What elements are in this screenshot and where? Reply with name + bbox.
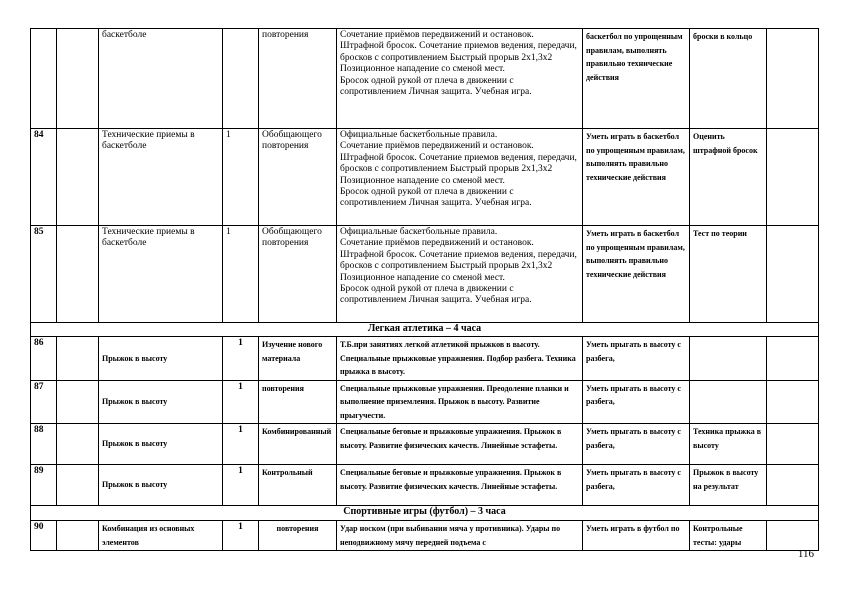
lesson-control: броски в кольцо [690, 29, 767, 129]
notes-cell [767, 337, 819, 381]
lesson-control: Техника прыжка в высоту [690, 424, 767, 465]
lesson-topic: Технические приемы в баскетболе [99, 226, 223, 323]
lesson-type: повторения [259, 521, 337, 551]
table-row [31, 337, 819, 381]
notes-cell [767, 521, 819, 551]
lesson-hours: 1 [223, 521, 259, 551]
lesson-requirements: Уметь играть в баскетбол по упрощенным правилам, выполнять правильно технические действия [583, 129, 690, 226]
lesson-requirements: баскетбол по упрощенным правилам, выполнять правильно технические действия [583, 29, 690, 129]
table-row [31, 465, 819, 506]
date-cell [57, 29, 99, 129]
lesson-hours: 1 [223, 380, 259, 424]
lesson-requirements: Уметь прыгать в высоту с разбега, [583, 424, 690, 465]
lesson-content: Сочетание приёмов передвижений и остановок. Штрафной бросок. Сочетание приемов ведения, передачи, бросков с сопротивлением Быстрый прорыв 2х1,3х2 Позиционное нападение со сменой мест. Бросок одной рукой от плеча в движении с сопротивлением Личная защита. Учебная игра. [337, 29, 583, 129]
lesson-number [31, 29, 57, 129]
lesson-requirements: Уметь прыгать в высоту с разбега, [583, 465, 690, 506]
table-row [31, 129, 819, 226]
lesson-number: 85 [31, 226, 57, 323]
lesson-number: 89 [31, 465, 57, 506]
lesson-hours: 1 [223, 226, 259, 323]
lesson-topic: Прыжок в высоту [99, 424, 223, 465]
lesson-type: повторения [259, 29, 337, 129]
lesson-control: Тест по теории [690, 226, 767, 323]
table-row [31, 521, 819, 551]
notes-cell [767, 380, 819, 424]
table-row [31, 424, 819, 465]
section-header-football [31, 506, 819, 521]
lesson-control [690, 380, 767, 424]
lesson-topic: баскетболе [99, 29, 223, 129]
lesson-control [690, 337, 767, 381]
lesson-requirements: Уметь прыгать в высоту с разбега, [583, 380, 690, 424]
lesson-content: Специальные прыжковые упражнения. Преодоление планки и выполнение приземления. Прыжок в высоту. Развитие прыгучести. [337, 380, 583, 424]
notes-cell [767, 424, 819, 465]
lesson-number: 84 [31, 129, 57, 226]
date-cell [57, 337, 99, 381]
lesson-number: 90 [31, 521, 57, 551]
date-cell [57, 424, 99, 465]
lesson-topic: Прыжок в высоту [99, 465, 223, 506]
lesson-topic: Прыжок в высоту [99, 337, 223, 381]
lesson-control: Оценить штрафной бросок [690, 129, 767, 226]
lesson-hours: 1 [223, 424, 259, 465]
notes-cell [767, 465, 819, 506]
date-cell [57, 521, 99, 551]
table-row [31, 226, 819, 323]
section-title: Спортивные игры (футбол) – 3 часа [31, 506, 819, 521]
notes-cell [767, 129, 819, 226]
lesson-hours: 1 [223, 129, 259, 226]
lesson-hours: 1 [223, 465, 259, 506]
section-header-athletics [31, 323, 819, 337]
lesson-number: 86 [31, 337, 57, 381]
lesson-control: Контрольные тесты: удары [690, 521, 767, 551]
page-number: 116 [797, 548, 814, 560]
lesson-topic: Прыжок в высоту [99, 380, 223, 424]
lesson-number: 87 [31, 380, 57, 424]
lesson-content: Специальные беговые и прыжковые упражнения. Прыжок в высоту. Развитие физических качеств. Линейные эстафеты. [337, 465, 583, 506]
notes-cell [767, 29, 819, 129]
lesson-requirements: Уметь играть в баскетбол по упрощенным правилам, выполнять правильно технические действия [583, 226, 690, 323]
lesson-requirements: Уметь прыгать в высоту с разбега, [583, 337, 690, 381]
lesson-topic: Технические приемы в баскетболе [99, 129, 223, 226]
lesson-topic: Комбинация из основных элементов [99, 521, 223, 551]
notes-cell [767, 226, 819, 323]
date-cell [57, 380, 99, 424]
lesson-type: Контрольный [259, 465, 337, 506]
lesson-hours [223, 29, 259, 129]
lesson-type: Обобщающего повторения [259, 226, 337, 323]
lesson-control: Прыжок в высоту на результат [690, 465, 767, 506]
section-title: Легкая атлетика – 4 часа [31, 323, 819, 337]
lesson-type: Обобщающего повторения [259, 129, 337, 226]
lesson-content: Специальные беговые и прыжковые упражнения. Прыжок в высоту. Развитие физических качеств. Линейные эстафеты. [337, 424, 583, 465]
lesson-requirements: Уметь играть в футбол по [583, 521, 690, 551]
lesson-content: Т.Б.при занятиях легкой атлетикой прыжков в высоту. Специальные прыжковые упражнения. Подбор разбега. Техника прыжка в высоту. [337, 337, 583, 381]
lesson-type: повторения [259, 380, 337, 424]
lesson-content: Официальные баскетбольные правила. Сочетание приёмов передвижений и остановок. Штрафной бросок. Сочетание приемов ведения, передачи, бросков с сопротивлением Быстрый прорыв 2х1,3х2 Позиционное нападение со сменой мест. Бросок одной рукой от плеча в движении с сопротивлением Личная защита. Учебная игра. [337, 226, 583, 323]
lesson-plan-table [30, 28, 819, 551]
table-row [31, 380, 819, 424]
date-cell [57, 226, 99, 323]
lesson-hours: 1 [223, 337, 259, 381]
lesson-content: Удар носком (при выбивании мяча у противника). Удары по неподвижному мячу передней подъема с [337, 521, 583, 551]
table-row [31, 29, 819, 129]
lesson-content: Официальные баскетбольные правила. Сочетание приёмов передвижений и остановок. Штрафной бросок. Сочетание приемов ведения, передачи, бросков с сопротивлением Быстрый прорыв 2х1,3х2 Позиционное нападение со сменой мест. Бросок одной рукой от плеча в движении с сопротивлением Личная защита. Учебная игра. [337, 129, 583, 226]
lesson-type: Комбинированный [259, 424, 337, 465]
lesson-number: 88 [31, 424, 57, 465]
lesson-type: Изучение нового материала [259, 337, 337, 381]
date-cell [57, 129, 99, 226]
date-cell [57, 465, 99, 506]
